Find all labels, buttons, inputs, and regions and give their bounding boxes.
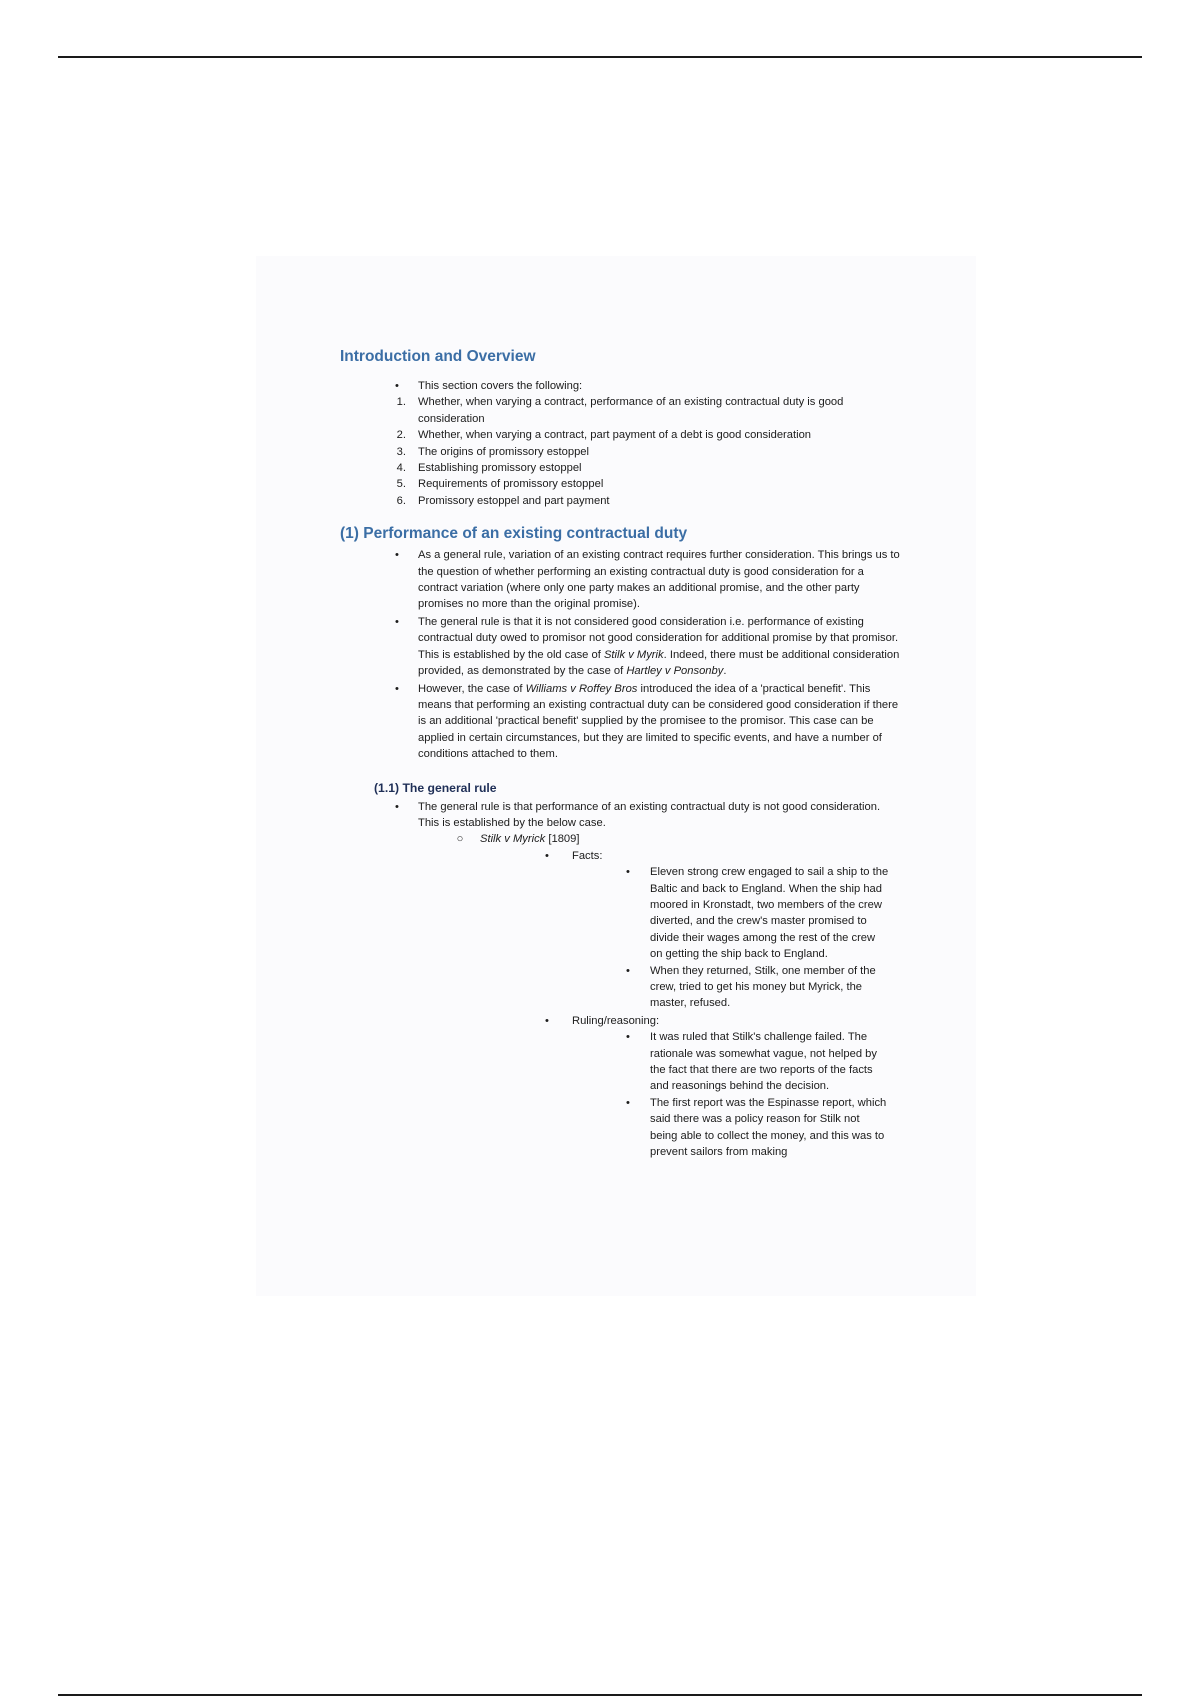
- case-item: [340, 831, 900, 847]
- bullet-icon: •: [626, 964, 630, 977]
- list-item: [340, 378, 900, 394]
- text-run: The general rule is that it is not considered good consideration i.e. performance of existing contractual duty owed to promisor not good consideration for additional promise by that promisor. This is established by the old case of: [418, 615, 899, 661]
- list-item: [340, 476, 900, 492]
- text-run: However, the case of: [418, 682, 526, 695]
- list-item: [340, 427, 900, 443]
- case-heading: [480, 833, 579, 845]
- ruling-point: [340, 1095, 890, 1161]
- bullet-icon: •: [626, 1031, 630, 1044]
- ruling-text: The first report was the Espinasse report, which said there was a policy reason for Stilk not being able to collect the money, and this was to prevent sailors from making: [650, 1096, 887, 1159]
- item-number: 3.: [396, 445, 406, 458]
- item-number: 1.: [396, 396, 406, 409]
- case-year: [1809]: [545, 833, 580, 846]
- list-item: [340, 460, 900, 476]
- bullet-icon: •: [545, 1014, 549, 1027]
- fact-text: When they returned, Stilk, one member of the crew, tried to get his money but Myrick, the master, refused.: [650, 964, 876, 1010]
- case-citation: Williams v Roffey Bros: [525, 682, 638, 695]
- text-run: . Indeed, there must be additional consideration provided, as demonstrated by the case of: [418, 648, 900, 678]
- list-item: [340, 493, 900, 509]
- ruling-point: [340, 1029, 890, 1095]
- ruling-text: It was ruled that Stilk's challenge failed. The rationale was somewhat vague, not helped by the fact that there are two reports of the facts and reasonings behind the decision.: [650, 1031, 878, 1093]
- bullet-icon: •: [395, 380, 399, 392]
- paragraph-practical-benefit: [418, 683, 898, 761]
- bullet-icon: •: [395, 800, 399, 813]
- performance-bullets: [340, 547, 900, 762]
- list-item: [340, 799, 900, 832]
- list-item: [340, 547, 900, 613]
- item-text: Whether, when varying a contract, part payment of a debt is good consideration: [418, 429, 812, 442]
- text-run: introduced the idea of a 'practical benefit'. This means that performing an existing contractual duty can be considered good consideration if there is an additional 'practical benefit' supplied by the promisee to the promisor. This case can be applied in certain circumstances, but they are limited to specific events, and have a number of conditions attached to them.: [418, 682, 899, 761]
- bullet-icon: •: [395, 615, 399, 628]
- fact-point: [340, 864, 890, 962]
- item-text: The origins of promissory estoppel: [418, 445, 589, 458]
- paragraph-rule-statement: The general rule is that performance of an existing contractual duty is not good consideration. This is established by the below case.: [418, 800, 881, 829]
- list-item: [340, 681, 900, 763]
- item-text: Requirements of promissory estoppel: [418, 478, 604, 491]
- bullet-icon: •: [395, 549, 399, 562]
- bullet-icon: •: [626, 866, 630, 879]
- item-text: Promissory estoppel and part payment: [418, 494, 610, 507]
- circle-bullet-icon: ○: [456, 833, 464, 846]
- fact-text: Eleven strong crew engaged to sail a ship to the Baltic and back to England. When the ship had moored in Kronstadt, two members of the crew diverted, and the crew's master promised to divide their wages among the rest of the crew on getting the ship back to England.: [650, 866, 889, 961]
- overview-list: [340, 378, 900, 509]
- fact-point: [340, 963, 890, 1012]
- paragraph-general-variation: As a general rule, variation of an existing contract requires further consideration. This brings us to the question of whether performing an existing contractual duty is good consideration for a contract variation (where only one party makes an additional promise, and the other party promises no more than the original promise).: [418, 549, 900, 611]
- facts-label: Facts:: [572, 849, 603, 862]
- heading-performance: (1) Performance of an existing contractual duty: [340, 525, 688, 543]
- paragraph-general-rule: [418, 616, 899, 677]
- item-number: 2.: [396, 429, 406, 442]
- facts-item: [340, 848, 900, 864]
- heading-general-rule: (1.1) The general rule: [374, 780, 497, 795]
- bullet-icon: •: [626, 1096, 630, 1109]
- bottom-rule: [58, 1694, 1142, 1696]
- ruling-item: [340, 1013, 900, 1029]
- top-rule: [58, 56, 1142, 58]
- item-number: 4.: [396, 462, 406, 475]
- case-citation: Stilk v Myrick: [480, 833, 546, 846]
- item-number: 6.: [396, 494, 406, 507]
- document-page: [256, 256, 976, 1296]
- ruling-label: Ruling/reasoning:: [572, 1014, 660, 1027]
- overview-lead: This section covers the following:: [418, 380, 583, 392]
- case-citation: Hartley v Ponsonby: [626, 665, 724, 678]
- list-item: [340, 394, 900, 427]
- bullet-icon: •: [545, 849, 549, 862]
- item-text: Establishing promissory estoppel: [418, 462, 582, 475]
- case-citation: Stilk v Myrik: [603, 648, 664, 661]
- general-rule-bullets: [340, 799, 900, 1161]
- text-run: .: [723, 665, 727, 678]
- bullet-icon: •: [395, 682, 399, 695]
- heading-introduction: Introduction and Overview: [340, 348, 536, 365]
- document-content: [340, 346, 900, 1160]
- list-item: [340, 444, 900, 460]
- item-text: Whether, when varying a contract, performance of an existing contractual duty is good consideration: [418, 396, 844, 425]
- item-number: 5.: [396, 478, 406, 491]
- list-item: [340, 614, 900, 680]
